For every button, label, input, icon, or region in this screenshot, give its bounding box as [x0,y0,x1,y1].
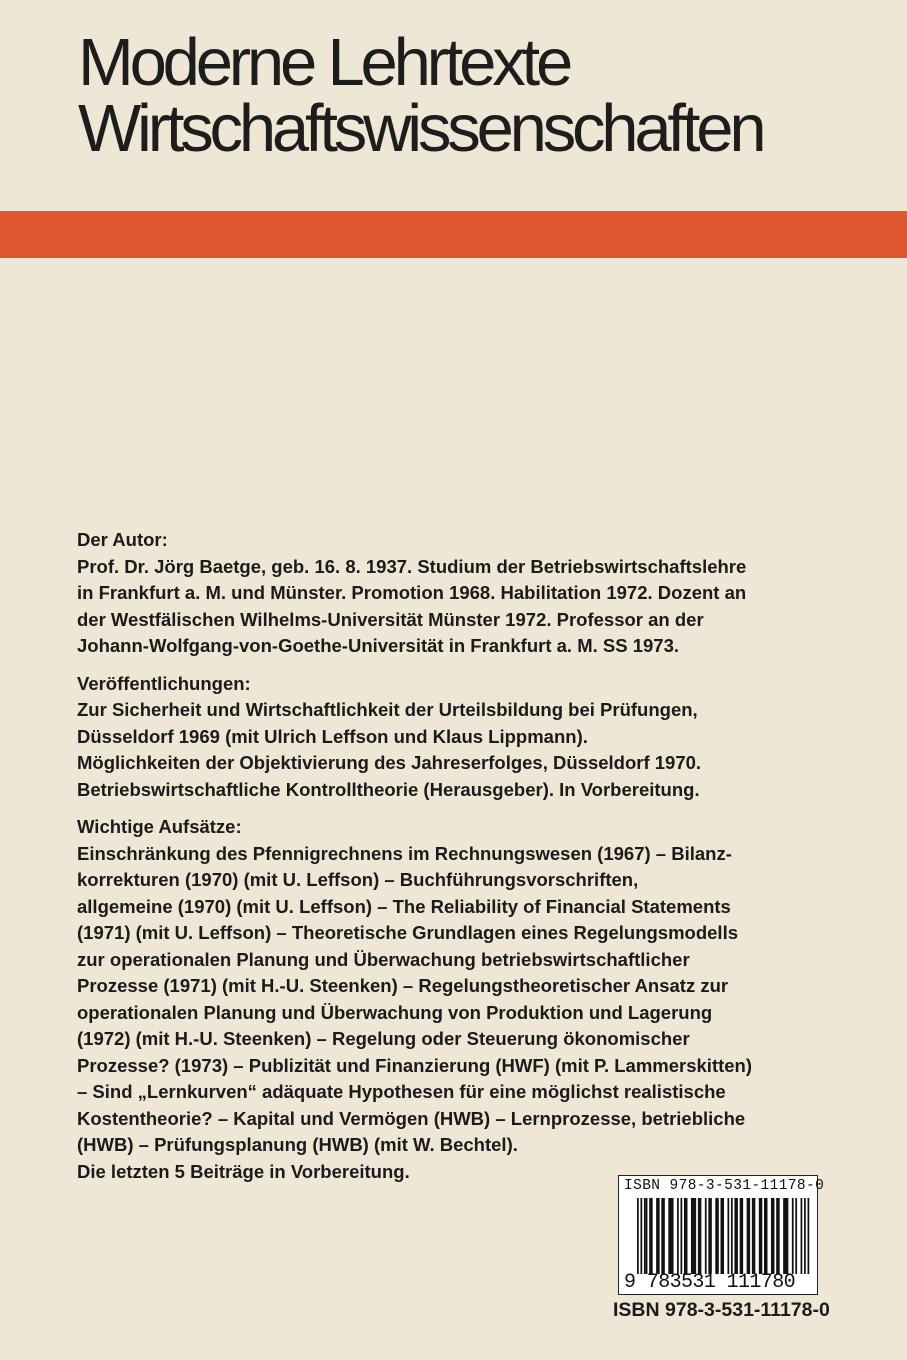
text-line: Prozesse? (1973) – Publizität und Finanzierung (HWF) (mit P. Lammerskitten) [77,1054,753,1076]
barcode-bar [705,1198,707,1274]
series-title [78,25,763,166]
barcode-bar [715,1198,718,1274]
text-line: der Westfälischen Wilhelms-Universität Münster 1972. Professor an der [77,608,704,630]
barcode-bar [721,1198,724,1274]
text-line: – Sind „Lernkurven“ adäquate Hypothesen für eine möglichst realistische [77,1081,726,1102]
barcode-bar [727,1198,729,1274]
text-line: (1971) (mit U. Leffson) – Theoretische Grundlagen eines Regelungsmodells [77,922,738,943]
barcode-bar [740,1198,743,1274]
text-line: allgemeine (1970) (mit U. Leffson) – The Reliability of Financial Statements [77,895,731,917]
barcode-bar [684,1198,687,1274]
barcode-bar [637,1198,639,1274]
barcode-icon [637,1198,811,1274]
text-line: Prof. Dr. Jörg Baetge, geb. 16. 8. 1937. Studium der Betriebswirtschaftslehre [77,555,747,577]
text-line: Betriebswirtschaftliche Kontrolltheorie (Herausgeber). In Vorbereitung. [77,778,700,800]
barcode-digits: 9 783531 111780 [624,1271,796,1294]
author-bio [77,554,847,660]
barcode-bar [776,1198,779,1274]
barcode-bar [677,1198,679,1274]
text-line: Prozesse (1971) (mit H.-U. Steenken) – Regelungstheoretischer Ansatz zur [77,975,729,996]
barcode-bar [752,1198,755,1274]
barcode-bar [731,1198,733,1274]
text-line: Johann-Wolfgang-von-Goethe-Universität in Frankfurt a. M. SS 1973. [77,635,680,656]
barcode-bar [801,1198,803,1274]
barcode-bar [698,1198,701,1274]
barcode-bar [668,1198,673,1274]
essays-list [77,841,847,1186]
back-cover-text [77,527,847,1196]
barcode-bar [646,1198,648,1274]
series-title-line1: Moderne Lehrtexte [78,25,570,100]
publications-heading: Veröffentlichungen: [77,672,251,694]
text-line: (HWB) – Prüfungsplanung (HWB) (mit W. Bechtel). [77,1134,518,1155]
barcode-bar [771,1198,774,1274]
text-line: Die letzten 5 Beiträge in Vorbereitung. [77,1160,410,1182]
barcode-bar [783,1198,788,1274]
text-line: (1972) (mit H.-U. Steenken) – Regelung oder Steuerung ökonomischer [77,1028,690,1049]
barcode-bar [734,1198,737,1274]
text-line: Einschränkung des Pfennigrechnens im Rechnungswesen (1967) – Bilanz- [77,842,732,864]
barcode-bar [681,1198,683,1274]
orange-band [0,211,907,258]
text-line: operationalen Planung und Überwachung von Produktion und Lagerung [77,1001,713,1023]
text-line: Düsseldorf 1969 (mit Ulrich Leffson und Klaus Lippmann). [77,725,588,747]
text-line: Kostentheorie? – Kapital und Vermögen (HWB) – Lernprozesse, betriebliche [77,1107,746,1129]
essays-heading: Wichtige Aufsätze: [77,816,242,837]
barcode-bar [640,1198,642,1274]
barcode-bar [804,1198,806,1274]
barcode-bar [649,1198,652,1274]
isbn-number: ISBN 978-3-531-11178-0 [613,1299,830,1321]
barcode-bar [792,1198,794,1274]
isbn-barcode-box [618,1175,825,1295]
barcode-bar [795,1198,797,1274]
series-title-line2: Wirtschaftswissenschaften [78,91,763,166]
barcode-bar [656,1198,659,1274]
barcode-bar [759,1198,762,1274]
barcode-bar [691,1198,696,1274]
barcode-bar [808,1198,810,1274]
text-line: in Frankfurt a. M. und Münster. Promotion 1968. Habilitation 1972. Dozent an [77,582,747,603]
barcode-bar [747,1198,750,1274]
text-line: Zur Sicherheit und Wirtschaftlichkeit der Urteilsbildung bei Prüfungen, [77,699,698,720]
text-line: zur operationalen Planung und Überwachung betriebswirtschaftlicher [77,948,690,970]
isbn-barcode-label: ISBN 978-3-531-11178-0 [624,1178,825,1194]
author-heading: Der Autor: [77,529,168,550]
barcode-bar [661,1198,664,1274]
barcode-bar [764,1198,767,1274]
barcode-bar [708,1198,711,1274]
barcode-bar [644,1198,646,1274]
text-line: Möglichkeiten der Objektivierung des Jahreserfolges, Düsseldorf 1970. [77,752,702,773]
text-line: korrekturen (1970) (mit U. Leffson) – Buchführungsvorschriften, [77,869,639,890]
publications-list [77,697,847,803]
